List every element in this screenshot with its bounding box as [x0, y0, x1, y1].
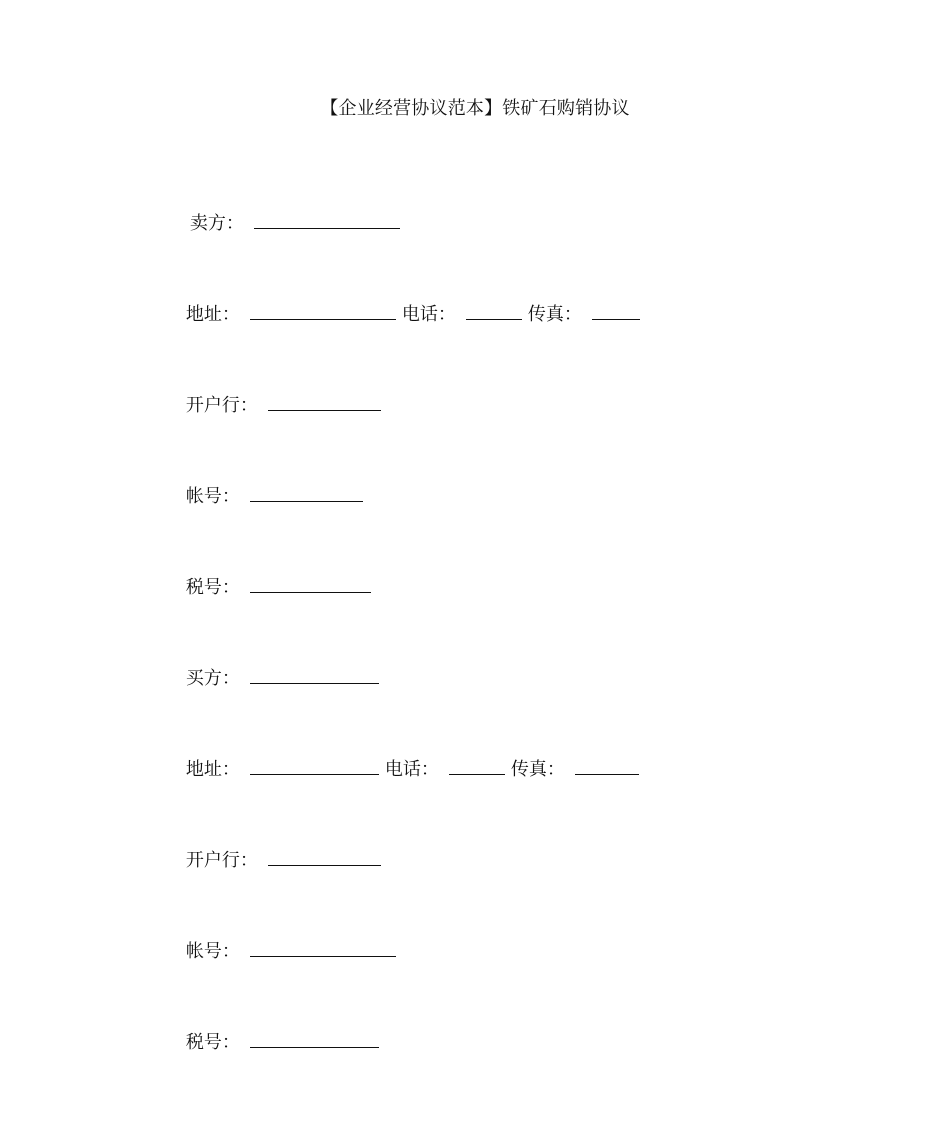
buyer-line [163, 643, 385, 715]
buyer-fax-blank[interactable] [575, 758, 639, 775]
seller-fax-label: 传真： [527, 304, 582, 325]
seller-bank-line [163, 370, 387, 442]
buyer-account-line [163, 916, 402, 988]
seller-tax-label: 税号： [185, 577, 240, 598]
buyer-tax-line [163, 1007, 385, 1079]
seller-account-line [163, 461, 369, 533]
seller-account-blank[interactable] [250, 485, 363, 502]
seller-bank-blank[interactable] [268, 394, 381, 411]
seller-fax-blank[interactable] [592, 303, 640, 320]
buyer-fax-label: 传真： [510, 759, 565, 780]
seller-blank[interactable] [254, 212, 400, 229]
document-title: 【企业经营协议范本】铁矿石购销协议 [320, 98, 630, 119]
seller-address-label: 地址： [185, 304, 240, 325]
seller-account-label: 帐号： [185, 486, 240, 507]
buyer-account-blank[interactable] [250, 940, 396, 957]
buyer-phone-label: 电话： [384, 759, 439, 780]
buyer-address-line [163, 734, 645, 806]
seller-phone-blank[interactable] [466, 303, 522, 320]
buyer-tax-label: 税号： [185, 1032, 240, 1053]
buyer-bank-blank[interactable] [268, 849, 381, 866]
buyer-tax-blank[interactable] [250, 1031, 379, 1048]
buyer-bank-line [163, 825, 387, 897]
seller-bank-label: 开户行： [185, 395, 258, 416]
seller-phone-label: 电话： [401, 304, 456, 325]
buyer-address-blank[interactable] [250, 758, 379, 775]
buyer-blank[interactable] [250, 667, 379, 684]
seller-tax-blank[interactable] [250, 576, 371, 593]
seller-label: 卖方： [189, 213, 244, 234]
seller-address-line [163, 279, 646, 351]
buyer-address-label: 地址： [185, 759, 240, 780]
buyer-account-label: 帐号： [185, 941, 240, 962]
seller-line [167, 188, 406, 260]
buyer-label: 买方： [185, 668, 240, 689]
buyer-bank-label: 开户行： [185, 850, 258, 871]
seller-tax-line [163, 552, 377, 624]
buyer-phone-blank[interactable] [449, 758, 505, 775]
seller-address-blank[interactable] [250, 303, 396, 320]
